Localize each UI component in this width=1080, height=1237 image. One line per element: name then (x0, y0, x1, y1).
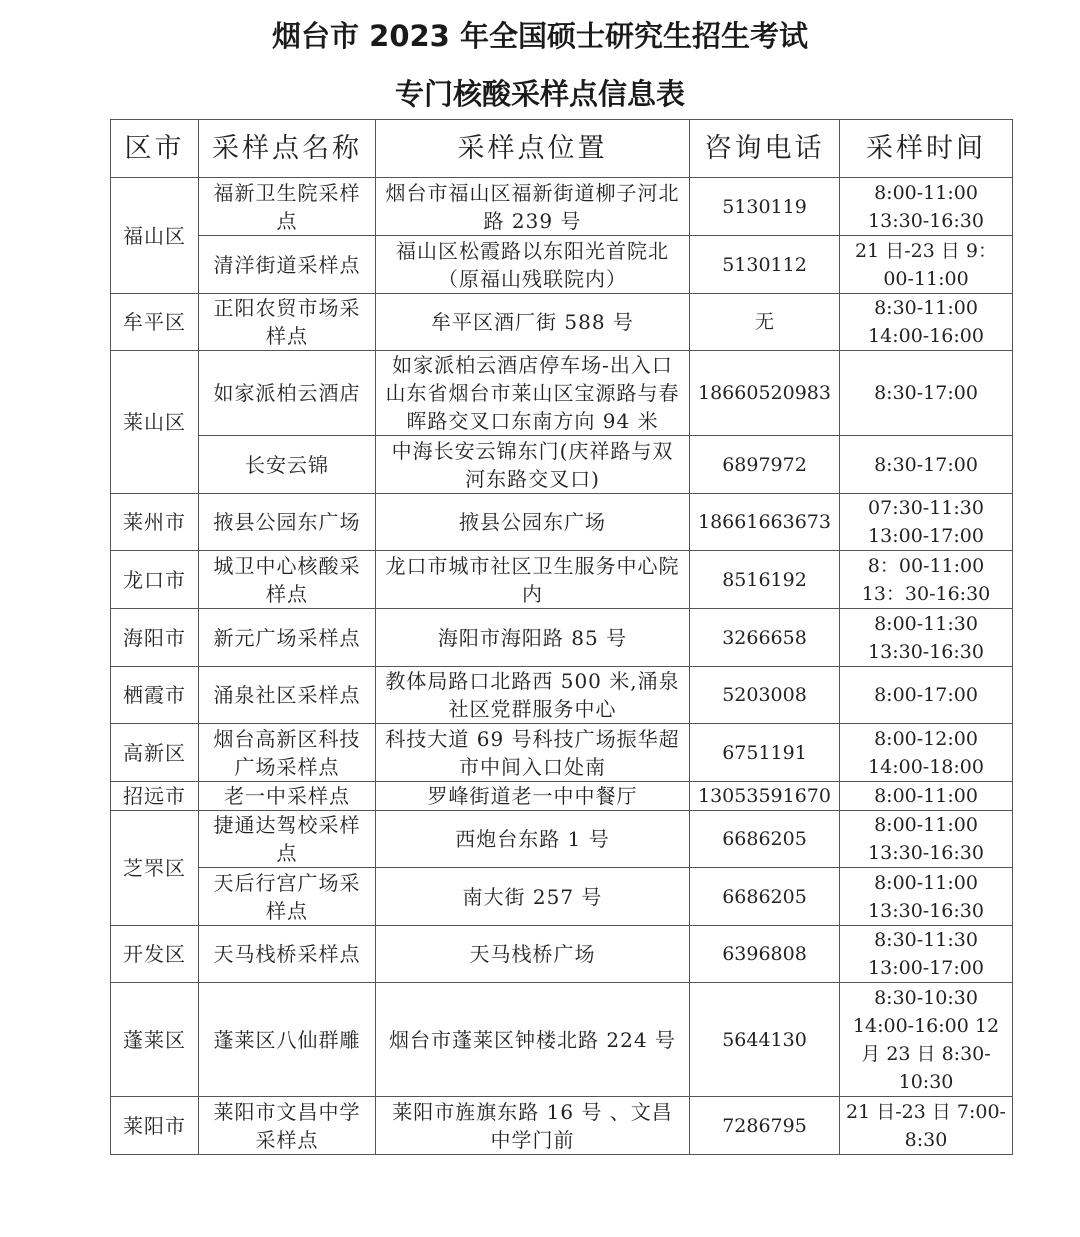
table-row (111, 551, 1013, 609)
location-cell: 牟平区酒厂街 588 号 (376, 294, 690, 351)
site-name-cell: 老一中采样点 (199, 782, 376, 811)
district-cell: 高新区 (111, 724, 199, 782)
site-name-cell: 天后行宫广场采样点 (199, 868, 376, 926)
site-name-cell: 正阳农贸市场采样点 (199, 294, 376, 351)
district-cell: 蓬莱区 (111, 983, 199, 1097)
phone-cell: 5203008 (690, 667, 840, 724)
phone-cell: 无 (690, 294, 840, 351)
time-cell: 21 日-23 日 9：00-11:00 (840, 236, 1013, 294)
time-cell: 8:00-11:00 13:30-16:30 (840, 811, 1013, 868)
phone-cell: 18660520983 (690, 351, 840, 436)
table-row (111, 1097, 1013, 1155)
document-subtitle: 专门核酸采样点信息表 (394, 77, 685, 111)
site-name-cell: 城卫中心核酸采样点 (199, 551, 376, 609)
header-district: 区市 (111, 120, 199, 178)
phone-cell: 5644130 (690, 983, 840, 1097)
location-cell: 掖县公园东广场 (376, 494, 690, 551)
district-cell: 栖霞市 (111, 667, 199, 724)
document-title: 烟台市 2023 年全国硕士研究生招生考试 (272, 19, 808, 53)
district-cell: 福山区 (111, 178, 199, 294)
time-cell: 8:30-11:30 13:00-17:00 (840, 926, 1013, 983)
time-cell: 8:00-11:00 (840, 782, 1013, 811)
site-name-cell: 清洋街道采样点 (199, 236, 376, 294)
phone-cell: 6686205 (690, 811, 840, 868)
location-cell: 中海长安云锦东门(庆祥路与双河东路交叉口) (376, 436, 690, 494)
phone-cell: 6396808 (690, 926, 840, 983)
location-cell: 海阳市海阳路 85 号 (376, 609, 690, 667)
table-row (111, 868, 1013, 926)
location-cell: 教体局路口北路西 500 米,涌泉社区党群服务中心 (376, 667, 690, 724)
location-cell: 西炮台东路 1 号 (376, 811, 690, 868)
table-row (111, 983, 1013, 1097)
table-row (111, 667, 1013, 724)
district-cell: 芝罘区 (111, 811, 199, 926)
site-name-cell: 福新卫生院采样点 (199, 178, 376, 236)
time-cell: 8:00-11:00 13:30-16:30 (840, 868, 1013, 926)
location-cell: 南大街 257 号 (376, 868, 690, 926)
site-name-cell: 掖县公园东广场 (199, 494, 376, 551)
time-cell: 8:00-12:00 14:00-18:00 (840, 724, 1013, 782)
district-cell: 莱阳市 (111, 1097, 199, 1155)
time-cell: 8:00-11:30 13:30-16:30 (840, 609, 1013, 667)
table-row (111, 811, 1013, 868)
site-name-cell: 涌泉社区采样点 (199, 667, 376, 724)
time-cell: 8:30-11:00 14:00-16:00 (840, 294, 1013, 351)
site-name-cell: 新元广场采样点 (199, 609, 376, 667)
district-cell: 莱山区 (111, 351, 199, 494)
location-cell: 莱阳市旌旗东路 16 号 、文昌中学门前 (376, 1097, 690, 1155)
district-cell: 海阳市 (111, 609, 199, 667)
phone-cell: 18661663673 (690, 494, 840, 551)
table-header-row (111, 120, 1013, 178)
table-row (111, 236, 1013, 294)
time-cell: 07:30-11:30 13:00-17:00 (840, 494, 1013, 551)
location-cell: 天马栈桥广场 (376, 926, 690, 983)
site-name-cell: 如家派柏云酒店 (199, 351, 376, 436)
table-row (111, 436, 1013, 494)
header-time: 采样时间 (840, 120, 1013, 178)
header-location: 采样点位置 (376, 120, 690, 178)
time-cell: 8：00-11:00 13：30-16:30 (840, 551, 1013, 609)
phone-cell: 6897972 (690, 436, 840, 494)
site-name-cell: 捷通达驾校采样点 (199, 811, 376, 868)
site-name-cell: 长安云锦 (199, 436, 376, 494)
location-cell: 罗峰街道老一中中餐厅 (376, 782, 690, 811)
phone-cell: 5130112 (690, 236, 840, 294)
table-row (111, 724, 1013, 782)
location-cell: 烟台市福山区福新街道柳子河北路 239 号 (376, 178, 690, 236)
header-site-name: 采样点名称 (199, 120, 376, 178)
table-row (111, 926, 1013, 983)
location-cell: 烟台市蓬莱区钟楼北路 224 号 (376, 983, 690, 1097)
table-row (111, 782, 1013, 811)
phone-cell: 6686205 (690, 868, 840, 926)
table-row (111, 494, 1013, 551)
time-cell: 8:30-17:00 (840, 436, 1013, 494)
table-row (111, 294, 1013, 351)
district-cell: 牟平区 (111, 294, 199, 351)
site-name-cell: 天马栈桥采样点 (199, 926, 376, 983)
location-cell: 福山区松霞路以东阳光首院北（原福山残联院内） (376, 236, 690, 294)
time-cell: 8:00-11:00 13:30-16:30 (840, 178, 1013, 236)
location-cell: 科技大道 69 号科技广场振华超市中间入口处南 (376, 724, 690, 782)
site-name-cell: 莱阳市文昌中学采样点 (199, 1097, 376, 1155)
sampling-sites-table (110, 119, 1013, 1155)
table-row (111, 178, 1013, 236)
time-cell: 8:30-17:00 (840, 351, 1013, 436)
time-cell: 21 日-23 日 7:00-8:30 (840, 1097, 1013, 1155)
location-cell: 如家派柏云酒店停车场-出入口山东省烟台市莱山区宝源路与春晖路交叉口东南方向 94 米 (376, 351, 690, 436)
phone-cell: 13053591670 (690, 782, 840, 811)
header-phone: 咨询电话 (690, 120, 840, 178)
district-cell: 开发区 (111, 926, 199, 983)
phone-cell: 7286795 (690, 1097, 840, 1155)
phone-cell: 5130119 (690, 178, 840, 236)
time-cell: 8:00-17:00 (840, 667, 1013, 724)
district-cell: 莱州市 (111, 494, 199, 551)
table-row (111, 351, 1013, 436)
district-cell: 招远市 (111, 782, 199, 811)
phone-cell: 6751191 (690, 724, 840, 782)
table-row (111, 609, 1013, 667)
district-cell: 龙口市 (111, 551, 199, 609)
phone-cell: 8516192 (690, 551, 840, 609)
phone-cell: 3266658 (690, 609, 840, 667)
location-cell: 龙口市城市社区卫生服务中心院内 (376, 551, 690, 609)
site-name-cell: 蓬莱区八仙群雕 (199, 983, 376, 1097)
site-name-cell: 烟台高新区科技广场采样点 (199, 724, 376, 782)
time-cell: 8:30-10:30 14:00-16:00 12 月 23 日 8:30-10:30 (840, 983, 1013, 1097)
